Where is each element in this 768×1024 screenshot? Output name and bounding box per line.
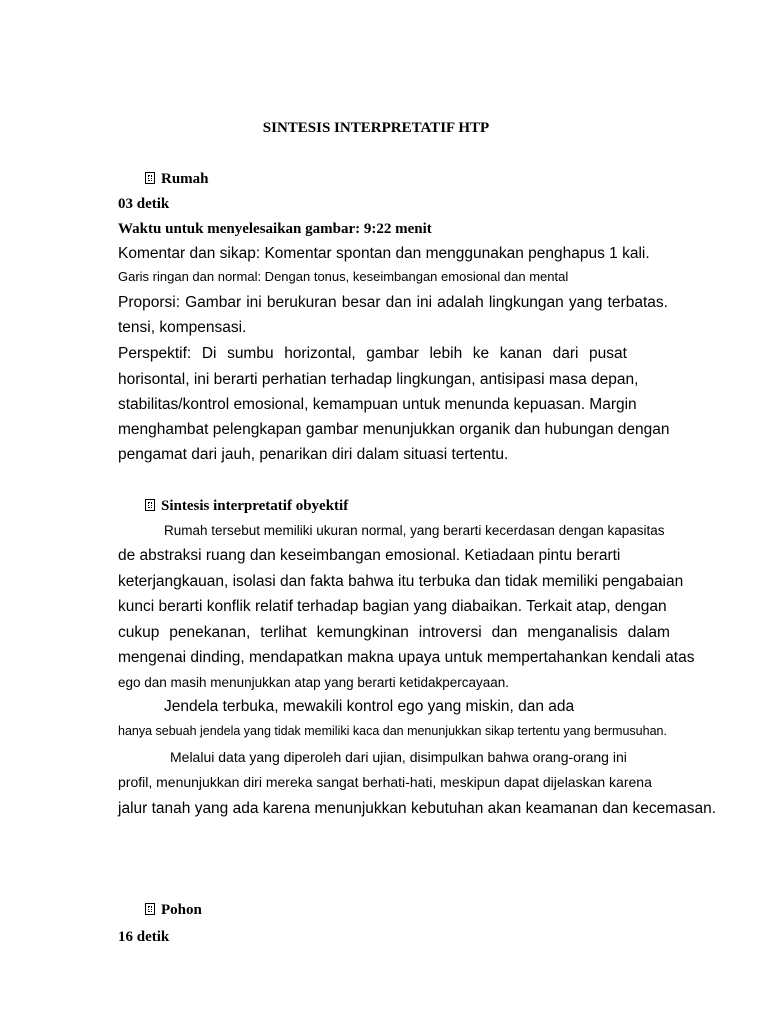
word: sumbu — [227, 345, 274, 362]
word: horizontal, — [284, 345, 356, 362]
sintesis-p2-first: Jendela terbuka, mewakili kontrol ego yang miskin, dan ada — [164, 698, 575, 715]
word: berukuran — [266, 294, 337, 311]
document-title: SINTESIS INTERPRETATIF HTP — [262, 120, 490, 136]
rumah-perspektif-line: menghambat pelengkapan gambar menunjukkan organik dan hubungan dengan — [118, 421, 670, 438]
sintesis-p1-justified-line — [118, 625, 670, 641]
sintesis-p1-line: keterjangkauan, isolasi dan fakta bahwa itu terbuka dan tidak memiliki pengabaian — [118, 573, 684, 590]
word: kemungkinan — [316, 624, 409, 641]
word: lebih — [429, 345, 463, 362]
word: dan — [385, 294, 412, 311]
section-heading-rumah — [145, 172, 209, 187]
rumah-perspektif-line: horisontal, ini berarti perhatian terhadap lingkungan, antisipasi masa depan, — [118, 371, 639, 388]
sintesis-p1-first: Rumah tersebut memiliki ukuran normal, yang berarti kecerdasan dengan kapasitas — [164, 523, 665, 538]
word: pusat — [589, 345, 627, 362]
word: kanan — [499, 345, 542, 362]
bullet-icon — [145, 499, 155, 511]
rumah-waktu: Waktu untuk menyelesaikan gambar: 9:22 menit — [118, 221, 432, 237]
sintesis-p3-second: profil, menunjukkan diri mereka sangat berhati-hati, meskipun dapat dijelaskan karena — [118, 774, 652, 790]
word: Di — [201, 345, 217, 362]
word: ini — [246, 294, 262, 311]
word: Proporsi: — [118, 294, 181, 311]
sintesis-p3-third: jalur tanah yang ada karena menunjukkan kebutuhan akan keamanan dan kecemasan. — [118, 800, 717, 817]
word: adalah — [437, 294, 484, 311]
rumah-komentar: Komentar dan sikap: Komentar spontan dan menggunakan penghapus 1 kali. — [118, 245, 650, 262]
word: Perspektif: — [118, 345, 192, 362]
rumah-perspektif-line: pengamat dari jauh, penarikan diri dalam situasi tertentu. — [118, 446, 509, 463]
word: gambar — [366, 345, 419, 362]
sintesis-p1-line: kunci berarti konflik relatif terhadap bagian yang diabaikan. Terkait atap, dengan — [118, 598, 667, 615]
word: introversi — [418, 624, 482, 641]
rumah-perspektif-line: stabilitas/kontrol emosional, kemampuan untuk menunda kepuasan. Margin — [118, 396, 637, 413]
sintesis-p2-second: hanya sebuah jendela yang tidak memiliki kaca dan menunjukkan sikap tertentu yang bermusuhan. — [118, 724, 667, 738]
section-heading-sintesis-label: Sintesis interpretatif obyektif — [161, 498, 349, 514]
sintesis-p3-first: Melalui data yang diperoleh dari ujian, disimpulkan bahwa orang-orang ini — [170, 749, 627, 765]
section-heading-rumah-label: Rumah — [161, 171, 209, 187]
word: yang — [568, 294, 603, 311]
word: dari — [552, 345, 579, 362]
bullet-icon — [145, 903, 155, 915]
word: terlihat — [260, 624, 307, 641]
section-heading-sintesis — [145, 499, 348, 514]
word: penekanan, — [169, 624, 251, 641]
word: dalam — [627, 624, 670, 641]
word: dan — [491, 624, 518, 641]
rumah-proporsi-cont: tensi, kompensasi. — [118, 319, 247, 336]
word: cukup — [118, 624, 160, 641]
sintesis-p1-line: de abstraksi ruang dan keseimbangan emosional. Ketiadaan pintu berarti — [118, 547, 621, 564]
word: besar — [341, 294, 381, 311]
word: ini — [416, 294, 433, 311]
rumah-proporsi — [118, 295, 668, 311]
rumah-garis: Garis ringan dan normal: Dengan tonus, keseimbangan emosional dan mental — [118, 269, 569, 284]
rumah-perspektif — [118, 346, 627, 362]
section-heading-pohon — [145, 903, 202, 918]
word: menganalisis — [527, 624, 618, 641]
rumah-detik: 03 detik — [118, 196, 170, 212]
sintesis-p1-last: ego dan masih menunjukkan atap yang berarti ketidakpercayaan. — [118, 675, 509, 690]
word: ke — [472, 345, 490, 362]
word: lingkungan — [488, 294, 564, 311]
sintesis-p1-line: mengenai dinding, mendapatkan makna upaya untuk mempertahankan kendali atas — [118, 649, 695, 666]
section-heading-pohon-label: Pohon — [161, 902, 202, 918]
word: Gambar — [185, 294, 242, 311]
bullet-icon — [145, 172, 155, 184]
word: terbatas. — [607, 294, 668, 311]
pohon-detik: 16 detik — [118, 929, 170, 945]
